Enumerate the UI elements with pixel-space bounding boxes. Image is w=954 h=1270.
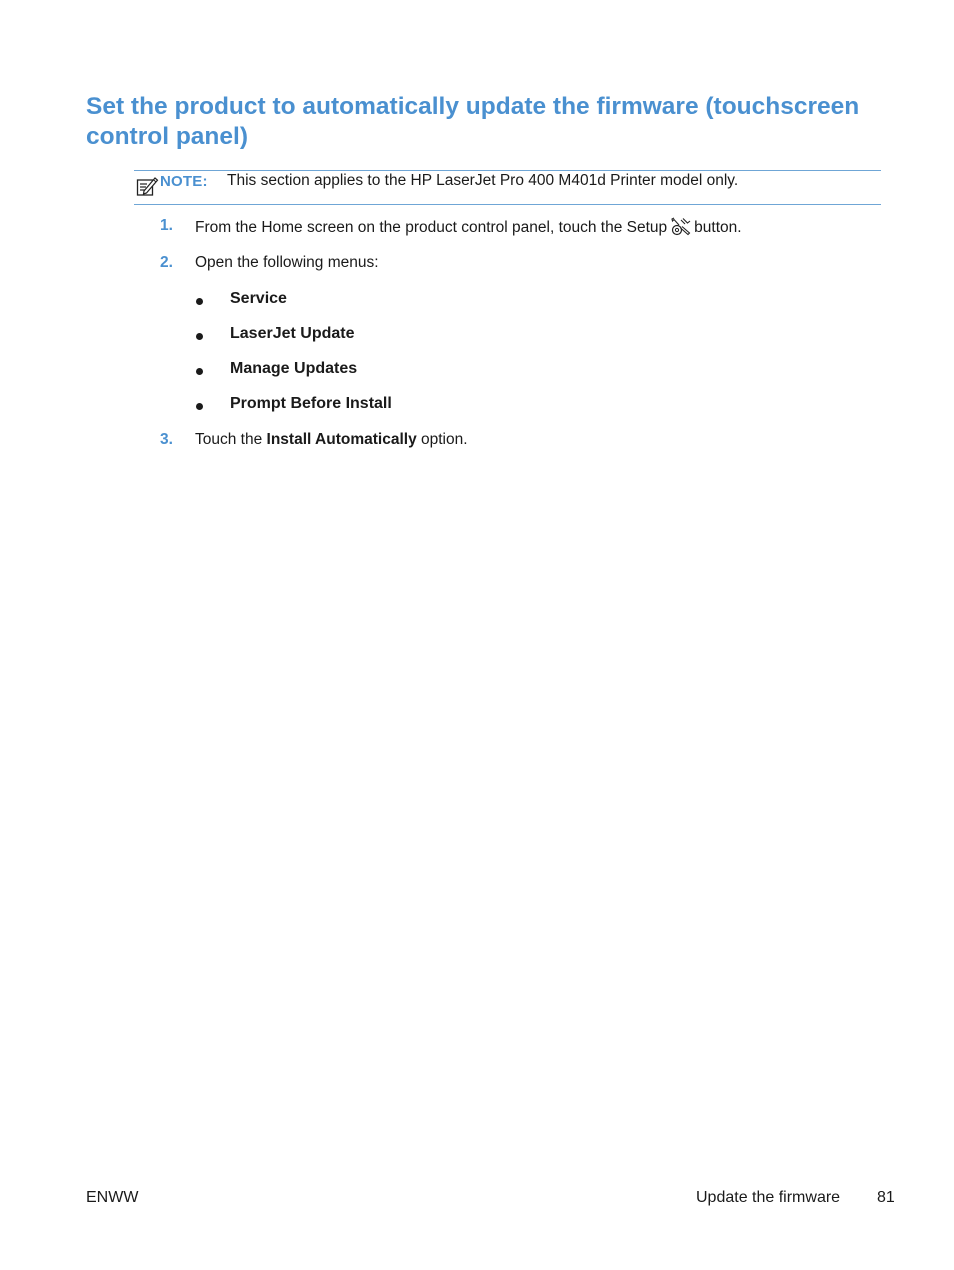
note-box bbox=[134, 170, 881, 205]
step-text bbox=[195, 431, 468, 449]
menu-label: Service bbox=[230, 290, 287, 307]
setup-wrench-icon bbox=[670, 217, 692, 237]
footer-page-number: 81 bbox=[877, 1189, 895, 1206]
menu-item-manage-updates bbox=[0, 360, 954, 382]
footer-section-title: Update the firmware bbox=[696, 1189, 841, 1206]
step-text-after: button. bbox=[694, 219, 742, 236]
menu-item-prompt-before-install bbox=[0, 395, 954, 417]
bullet-icon bbox=[196, 368, 203, 375]
note-text: This section applies to the HP LaserJet Pro 400 M401d Printer model only. bbox=[227, 172, 739, 189]
step-text bbox=[195, 217, 742, 237]
bullet-icon bbox=[196, 333, 203, 340]
menu-label: Manage Updates bbox=[230, 360, 358, 377]
menu-label: Prompt Before Install bbox=[230, 395, 392, 412]
page-title: Set the product to automatically update the firmware (touchscreen control panel) bbox=[86, 93, 860, 150]
bullet-icon bbox=[196, 298, 203, 305]
menu-label: LaserJet Update bbox=[230, 325, 355, 342]
step-number: 2. bbox=[160, 254, 173, 271]
step-text: Open the following menus: bbox=[195, 254, 379, 271]
step-text-before: Touch the bbox=[195, 431, 263, 448]
note-pencil-icon bbox=[135, 174, 159, 198]
step-number: 3. bbox=[160, 431, 173, 448]
step-1 bbox=[0, 217, 954, 239]
step-3 bbox=[0, 431, 954, 453]
note-label: NOTE: bbox=[160, 173, 208, 190]
step-text-after: option. bbox=[421, 431, 468, 448]
footer-doc-code: ENWW bbox=[86, 1189, 139, 1206]
step-2 bbox=[0, 254, 954, 276]
option-name: Install Automatically bbox=[266, 431, 417, 448]
step-number: 1. bbox=[160, 217, 173, 234]
menu-item-laserjet-update bbox=[0, 325, 954, 347]
menu-item-service bbox=[0, 290, 954, 312]
bullet-icon bbox=[196, 403, 203, 410]
step-text-before: From the Home screen on the product control panel, touch the Setup bbox=[195, 219, 668, 236]
